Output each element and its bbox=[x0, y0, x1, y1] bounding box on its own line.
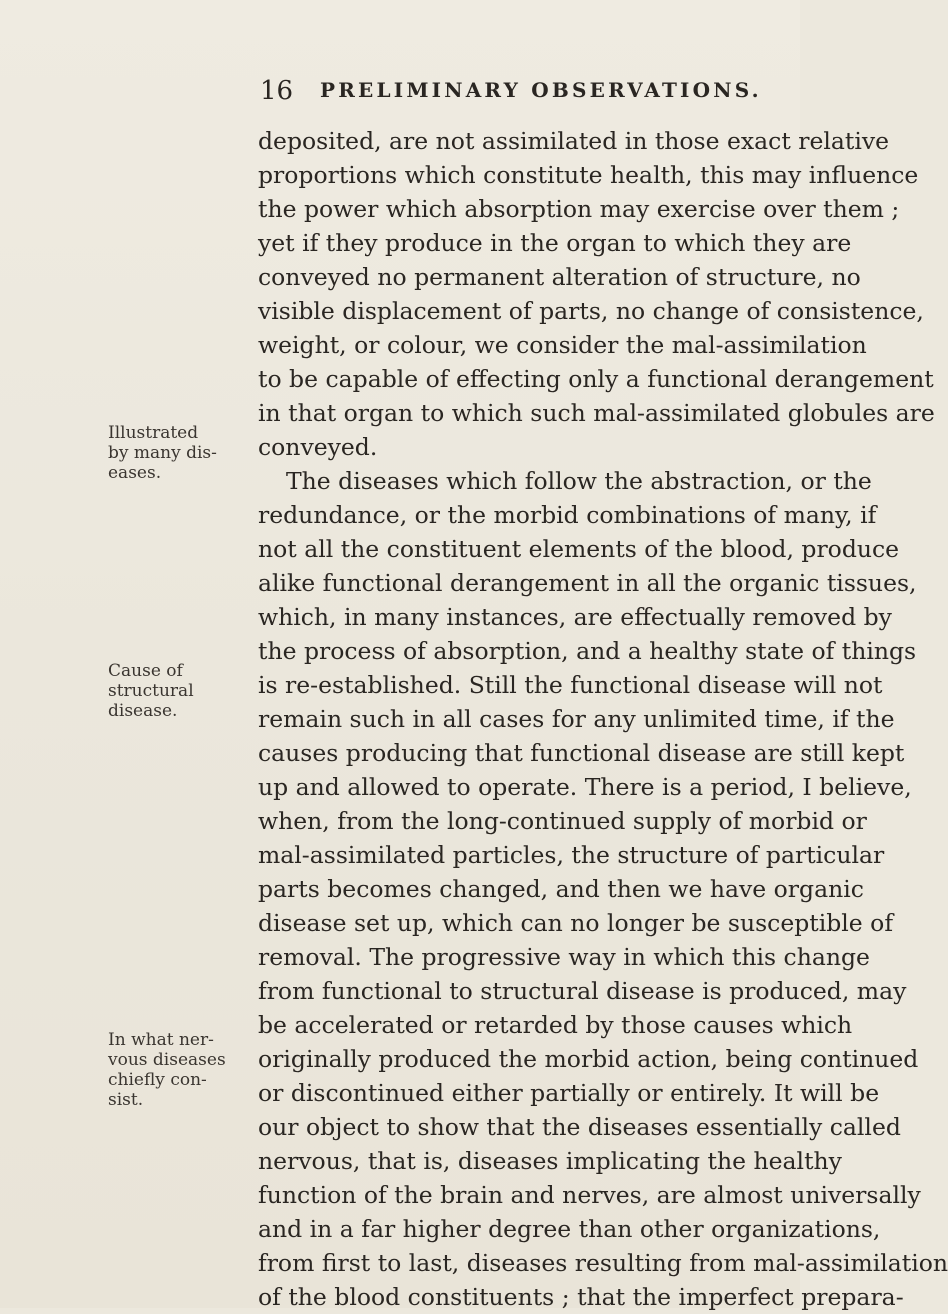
text-line: visible displacement of parts, no change of consistence, bbox=[258, 297, 924, 325]
running-head bbox=[260, 76, 780, 112]
running-title: PRELIMINARY OBSERVATIONS. bbox=[320, 78, 762, 102]
margin-note-line: structural bbox=[108, 681, 194, 701]
text-line: conveyed. bbox=[258, 433, 378, 461]
text-line: remain such in all cases for any unlimited time, if the bbox=[258, 705, 895, 733]
margin-note-nervous-diseases bbox=[108, 1030, 232, 1110]
text-line: our object to show that the diseases essentially called bbox=[258, 1113, 901, 1141]
text-line: alike functional derangement in all the organic tissues, bbox=[258, 569, 917, 597]
margin-note-line: eases. bbox=[108, 463, 162, 483]
text-line: weight, or colour, we consider the mal-assimilation bbox=[258, 331, 867, 359]
text-line: the process of absorption, and a healthy state of things bbox=[258, 637, 917, 665]
margin-note-line: Illustrated bbox=[108, 423, 199, 443]
text-line: to be capable of effecting only a functional derangement bbox=[258, 365, 934, 393]
margin-note-line: Cause of bbox=[108, 661, 183, 681]
margin-note-cause bbox=[108, 661, 232, 721]
text-line: yet if they produce in the organ to which they are bbox=[258, 229, 852, 257]
text-line: causes producing that functional disease are still kept bbox=[258, 739, 905, 767]
text-line: conveyed no permanent alteration of structure, no bbox=[258, 263, 861, 291]
margin-note-line: disease. bbox=[108, 701, 178, 721]
text-line: proportions which constitute health, this may influence bbox=[258, 161, 919, 189]
text-line: The diseases which follow the abstraction, or the bbox=[286, 467, 872, 495]
text-line: redundance, or the morbid combinations of many, if bbox=[258, 501, 877, 529]
text-line: is re-established. Still the functional disease will not bbox=[258, 671, 883, 699]
text-line: not all the constituent elements of the blood, produce bbox=[258, 535, 900, 563]
text-line: of the blood constituents ; that the imperfect prepara- bbox=[258, 1283, 904, 1311]
text-line: nervous, that is, diseases implicating the healthy bbox=[258, 1147, 842, 1175]
text-line: function of the brain and nerves, are almost universally bbox=[258, 1181, 921, 1209]
margin-note-illustrated bbox=[108, 423, 232, 483]
margin-note-line: In what ner- bbox=[108, 1030, 214, 1050]
margin-note-line: sist. bbox=[108, 1090, 144, 1110]
body-text bbox=[258, 124, 948, 1314]
text-line: from functional to structural disease is produced, may bbox=[258, 977, 907, 1005]
text-line: from first to last, diseases resulting from mal-assimilation bbox=[258, 1249, 948, 1277]
margin-note-line: chiefly con- bbox=[108, 1070, 207, 1090]
text-line: mal-assimilated particles, the structure of particular bbox=[258, 841, 885, 869]
text-line: removal. The progressive way in which this change bbox=[258, 943, 870, 971]
margin-note-line: vous diseases bbox=[108, 1050, 226, 1070]
page-number: 16 bbox=[260, 76, 294, 106]
text-line: when, from the long-continued supply of morbid or bbox=[258, 807, 867, 835]
text-line: originally produced the morbid action, being continued bbox=[258, 1045, 919, 1073]
text-line: parts becomes changed, and then we have organic bbox=[258, 875, 864, 903]
text-line: which, in many instances, are effectually removed by bbox=[258, 603, 892, 631]
text-line: up and allowed to operate. There is a period, I believe, bbox=[258, 773, 912, 801]
text-line: or discontinued either partially or entirely. It will be bbox=[258, 1079, 880, 1107]
text-line: deposited, are not assimilated in those exact relative bbox=[258, 127, 890, 155]
text-line: the power which absorption may exercise over them ; bbox=[258, 195, 900, 223]
text-line: be accelerated or retarded by those causes which bbox=[258, 1011, 853, 1039]
margin-note-line: by many dis- bbox=[108, 443, 217, 463]
text-line: disease set up, which can no longer be susceptible of bbox=[258, 909, 894, 937]
text-line: in that organ to which such mal-assimilated globules are bbox=[258, 399, 935, 427]
text-line: and in a far higher degree than other organizations, bbox=[258, 1215, 881, 1243]
